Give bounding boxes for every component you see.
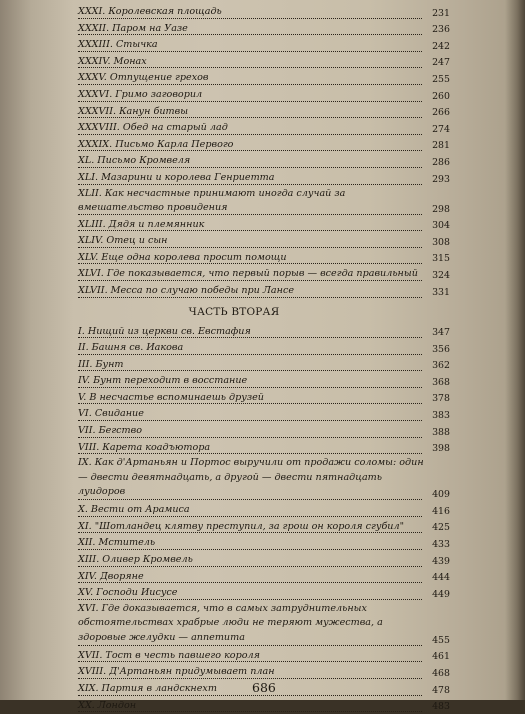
toc-entry-page: 331 <box>432 286 450 298</box>
toc-entry-page: 468 <box>432 668 450 679</box>
toc-entry-page: 293 <box>432 173 450 185</box>
toc-entry-title: XLII. Как несчастные принимают иногда случай за вмешательство провидения <box>78 187 346 214</box>
toc-entry-page: 356 <box>432 343 450 355</box>
toc-entry-title: XXXI. Королевская площадь <box>78 6 222 17</box>
toc-entry-title: XVI. Где доказывается, что в самых затруднительных обстоятельствах храбрые люди не теряют мужества, а здоровые желудки — аппетита <box>78 602 383 643</box>
toc-entry-title: XX. Лондон <box>78 699 137 711</box>
toc-entry-page: 478 <box>432 684 450 696</box>
toc-entry-title: XXXIX. Письмо Карла Первого <box>78 138 234 150</box>
toc-entry-page: 483 <box>432 701 450 713</box>
part-two-heading: ЧАСТЬ ВТОРАЯ <box>188 305 280 318</box>
toc-entry-title: XXXII. Паром на Уазе <box>78 22 188 34</box>
toc-entry-title: XLI. Мазарини и королева Генриетта <box>78 171 275 183</box>
toc-entry-page: 398 <box>432 443 450 455</box>
toc-entry-title: XXXIV. Монах <box>78 55 147 67</box>
toc-entry-title: XL. Письмо Кромвеля <box>78 155 191 167</box>
toc-entry-page: 368 <box>432 376 450 388</box>
toc-entry-title: II. Башня св. Иакова <box>78 342 184 354</box>
toc-entry-title: XXXVIII. Обед на старый лад <box>78 122 228 134</box>
toc-entry-title: XII. Мститель <box>78 537 156 549</box>
toc-entry-page: 388 <box>432 426 450 438</box>
toc-entry-page: 274 <box>432 123 450 135</box>
toc-entry-page: 425 <box>432 522 450 534</box>
toc-entry-page: 281 <box>432 140 450 152</box>
toc-entry-title: III. Бунт <box>78 358 124 370</box>
toc-entry-page: 347 <box>432 327 450 339</box>
book-binding-shadow <box>505 0 525 700</box>
toc-entry-title: XIX. Партия в ландскнехт <box>78 683 217 694</box>
toc-entry-title: XI. "Шотландец клятву преступил, за грош он короля сгубил" <box>78 520 405 532</box>
toc-entry-title: IX. Как д'Артаньян и Портос выручили от продажи соломы: один — двести девятнадцать, а другой — двести пятнадцать луидоров <box>78 457 424 498</box>
table-of-contents <box>78 4 450 714</box>
toc-entry-title: X. Вести от Арамиса <box>78 504 190 516</box>
toc-entry-title: IV. Бунт переходит в восстание <box>78 375 248 387</box>
toc-entry-title: XVIII. Д'Артаньян придумывает план <box>78 666 275 678</box>
toc-entry-page: 308 <box>432 236 450 248</box>
toc-entry-page: 286 <box>432 156 450 168</box>
toc-entry-title: XLVII. Месса по случаю победы при Лансе <box>78 284 294 296</box>
toc-entry-title: XLIII. Дядя и племянник <box>78 218 205 230</box>
toc-entry-page: 362 <box>432 360 450 372</box>
toc-entry-title: XIII. Оливер Кромвель <box>78 554 193 566</box>
toc-entry-page: 444 <box>432 572 450 584</box>
toc-entry-page: 304 <box>432 220 450 232</box>
toc-entry-page: 255 <box>432 73 450 85</box>
toc-entry-title: VIII. Карета коадъютора <box>78 441 211 453</box>
toc-entry-title: I. Нищий из церкви св. Евстафия <box>78 325 251 337</box>
toc-entry-page: 416 <box>432 505 450 517</box>
toc-entry-title: XLV. Еще одна королева просит помощи <box>78 251 287 263</box>
toc-entry-page: 433 <box>432 539 450 551</box>
toc-entry-page: 378 <box>432 393 450 405</box>
toc-entry-page: 260 <box>432 90 450 102</box>
toc-entry-title: XV. Господи Иисусе <box>78 587 178 599</box>
toc-entry-page: 242 <box>432 40 450 52</box>
toc-entry-title: VII. Бегство <box>78 425 143 437</box>
toc-entry-title: VI. Свидание <box>78 408 144 420</box>
toc-entry-page: 266 <box>432 107 450 119</box>
toc-entry-title: XXXVI. Гримо заговорил <box>78 88 203 100</box>
toc-entry-title: XXXVII. Канун битвы <box>78 105 189 117</box>
toc-entry-page: 455 <box>432 634 450 646</box>
toc-entry-title: V. В несчастье вспоминаешь друзей <box>78 391 264 403</box>
toc-entry-title: XVII. Тост в честь павшего короля <box>78 649 260 661</box>
toc-entry-page: 383 <box>432 410 450 422</box>
toc-entry-page: 449 <box>432 588 450 600</box>
toc-entry-page: 409 <box>432 489 450 501</box>
toc-entry-page: 461 <box>432 651 450 663</box>
toc-entry-page: 324 <box>432 269 450 281</box>
page-number: 686 <box>252 680 276 695</box>
toc-entry-title: XXXIII. Стычка <box>78 39 158 51</box>
toc-entry-page: 439 <box>432 555 450 567</box>
toc-entry-title: XXXV. Отпущение грехов <box>78 72 209 84</box>
toc-entry-page: 298 <box>432 203 450 215</box>
toc-entry-title: XLIV. Отец и сын <box>78 235 168 247</box>
toc-entry-page: 315 <box>432 253 450 265</box>
toc-entry-page: 231 <box>432 7 450 19</box>
toc-entry-page: 236 <box>432 24 450 36</box>
toc-entry-title: XLVI. Где показывается, что первый порыв — всегда правильный <box>78 268 418 280</box>
toc-entry-page: 247 <box>432 57 450 69</box>
toc-entry-title: XIV. Дворяне <box>78 570 144 582</box>
